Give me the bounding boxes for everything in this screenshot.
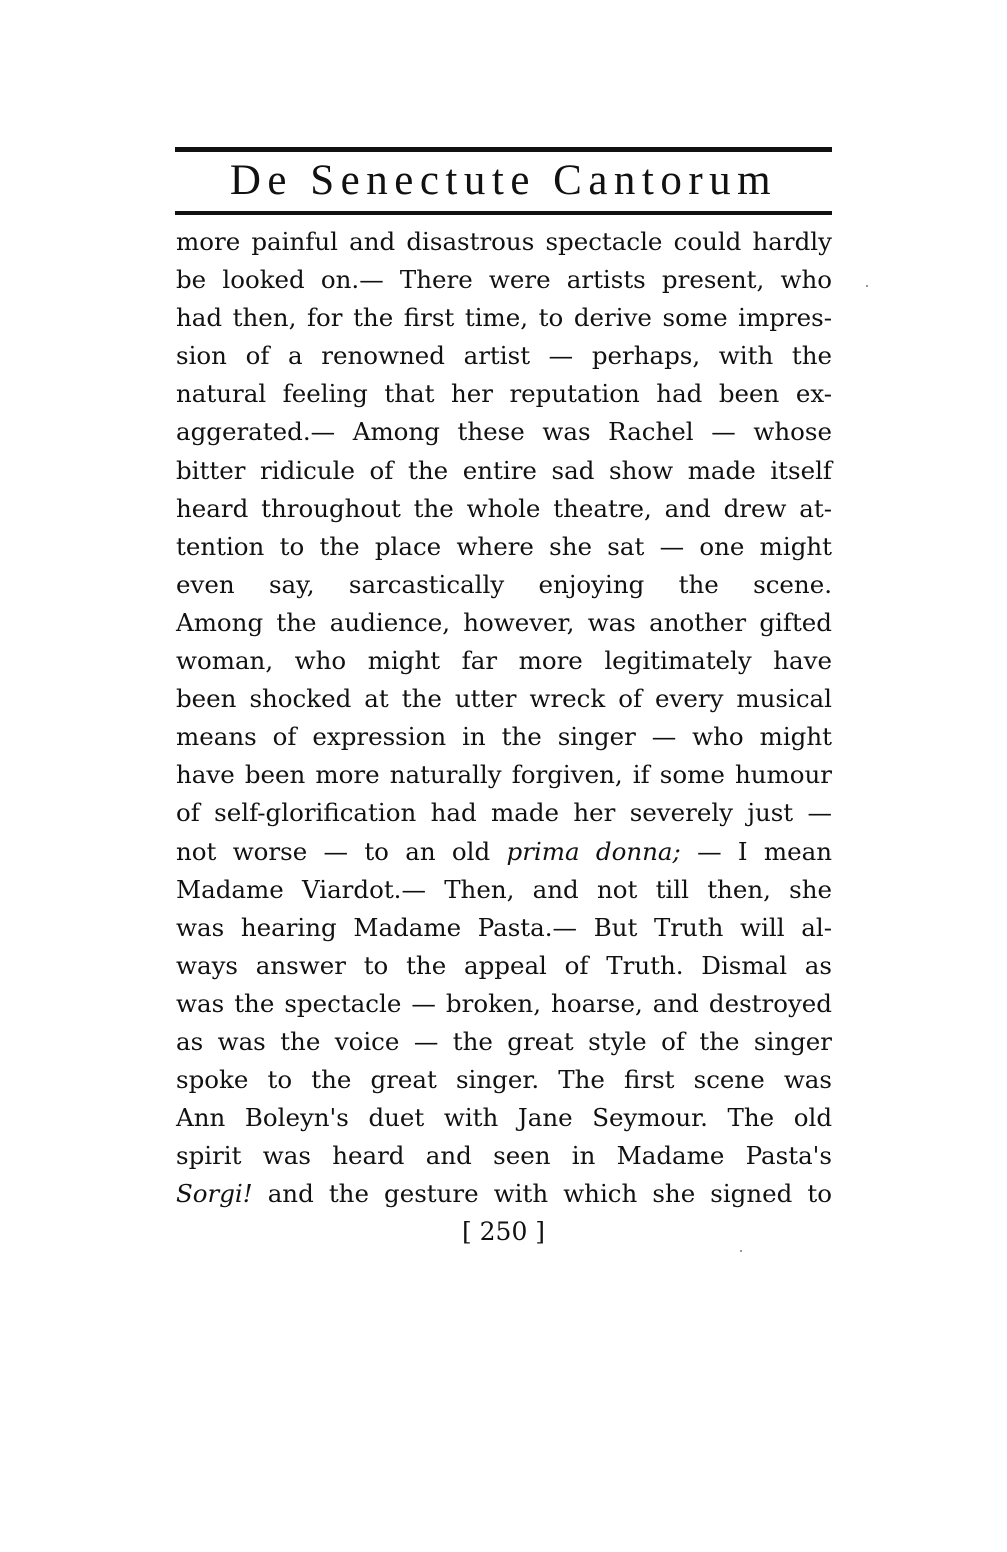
text-line: Among the audience, however, was another gifted (176, 607, 832, 637)
print-speck (866, 285, 868, 287)
text-line: tention to the place where she sat — one might (176, 531, 832, 561)
text-run: — I mean (680, 836, 832, 866)
text-line: natural feeling that her reputation had been ex- (176, 379, 832, 409)
text-run: and the gesture with which she signed to (252, 1179, 832, 1209)
page-number: [ 250 ] (461, 1217, 546, 1246)
italic-phrase: Sorgi! (176, 1179, 253, 1209)
running-head: De Senectute Cantorum (229, 157, 778, 204)
text-line: be looked on.— There were artists present, who (176, 265, 832, 295)
text-line: bitter ridicule of the entire sad show made itself (176, 455, 832, 485)
text-line: more painful and disastrous spectacle could hardly (176, 227, 832, 256)
text-line: been shocked at the utter wreck of every musical (176, 684, 832, 714)
text-line: means of expression in the singer — who might (176, 722, 832, 752)
text-line: have been more naturally forgiven, if some humour (176, 760, 832, 790)
header-rule-bottom (175, 211, 832, 215)
header-rule-top (175, 147, 832, 152)
text-line: as was the voice — the great style of the singer (176, 1026, 832, 1056)
italic-phrase: prima donna; (506, 836, 681, 866)
text-line: Madame Viardot.— Then, and not till then, she (176, 874, 832, 904)
text-line-with-italic (176, 1175, 832, 1213)
text-line: of self-glorification had made her severely just — (176, 798, 832, 828)
text-line: woman, who might far more legitimately have (176, 646, 832, 676)
text-line: even say, sarcastically enjoying the scene. (176, 569, 832, 599)
text-line: had then, for the first time, to derive some impres- (176, 303, 832, 333)
body-text (176, 223, 832, 1213)
text-line: ways answer to the appeal of Truth. Dismal as (176, 950, 832, 980)
text-line: aggerated.— Among these was Rachel — whose (176, 417, 832, 447)
text-line: Ann Boleyn's duet with Jane Seymour. The old (176, 1103, 832, 1133)
text-line-with-italic (176, 833, 832, 871)
text-line: spirit was heard and seen in Madame Pasta's (176, 1141, 832, 1171)
text-line: was hearing Madame Pasta.— But Truth will al- (176, 912, 832, 942)
text-line: sion of a renowned artist — perhaps, with the (176, 341, 832, 371)
text-line: was the spectacle — broken, hoarse, and destroyed (176, 988, 832, 1018)
text-run: not worse — to an old (176, 836, 507, 866)
text-line: spoke to the great singer. The first scene was (176, 1065, 832, 1095)
print-speck (740, 1250, 742, 1252)
text-line: heard throughout the whole theatre, and drew at- (176, 493, 832, 523)
